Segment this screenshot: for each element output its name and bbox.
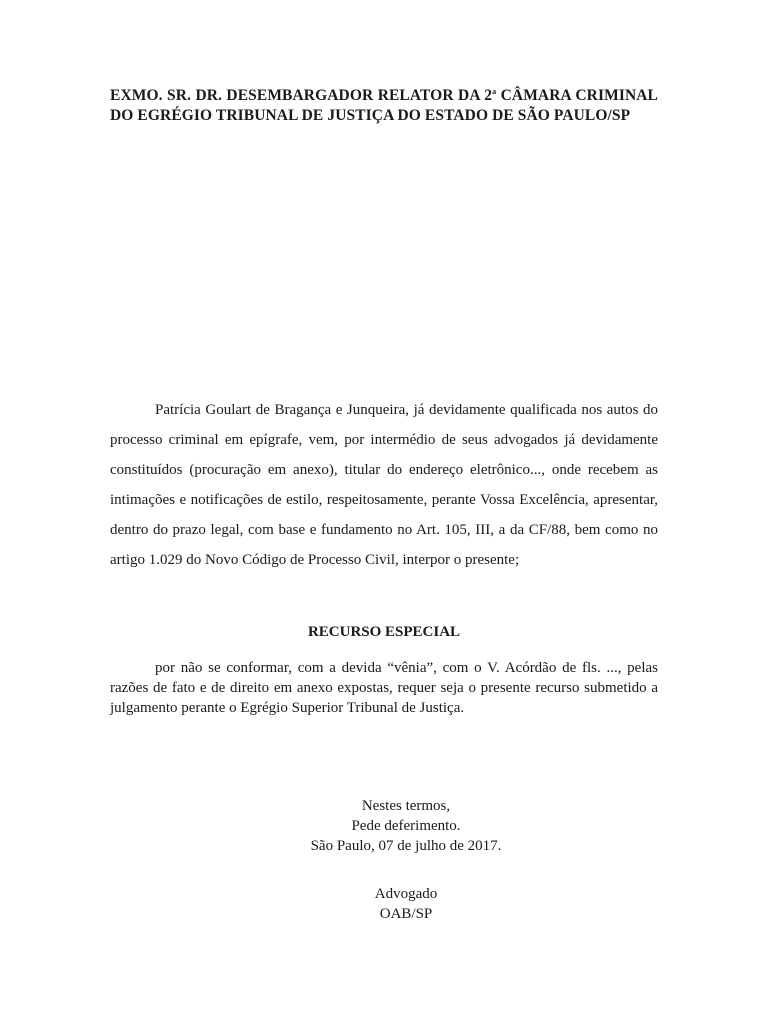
heading-ordinal-superscript: a bbox=[492, 86, 497, 96]
recurso-title: RECURSO ESPECIAL bbox=[307, 624, 461, 640]
closing-line-terms: Nestes termos, bbox=[361, 798, 451, 814]
closing-block bbox=[110, 796, 702, 856]
signature-oab: OAB/SP bbox=[379, 906, 433, 922]
signature-block bbox=[110, 884, 702, 924]
closing-line-request: Pede deferimento. bbox=[351, 818, 461, 834]
heading-prefix: EXMO. SR. DR. DESEMBARGADOR RELATOR DA 2 bbox=[110, 87, 493, 104]
closing-line-place-date: São Paulo, 07 de julho de 2017. bbox=[310, 838, 502, 854]
body-paragraph: por não se conformar, com a devida “vênia”, com o V. Acórdão de fls. ..., pelas razões de fato e de direito em anexo expostas, requer seja o presente recurso submetido a julgamento perante o Egrégio Superior Tribunal de Justiça. bbox=[110, 660, 658, 716]
addressee-heading bbox=[110, 86, 658, 126]
heading-suffix: CÂMARA CRIMINAL DO EGRÉGIO TRIBUNAL DE JUSTIÇA DO ESTADO DE SÃO PAULO/SP bbox=[110, 87, 658, 124]
intro-paragraph: Patrícia Goulart de Bragança e Junqueira, já devidamente qualificada nos autos do processo criminal em epígrafe, vem, por intermédio de seus advogados já devidamente constituídos (procuração em anexo), titular do endereço eletrônico..., onde recebem as intimações e notificações de estilo, respeitosamente, perante Vossa Excelência, apresentar, dentro do prazo legal, com base e fundamento no Art. 105, III, a da CF/88, bem como no artigo 1.029 do Novo Código de Processo Civil, interpor o presente; bbox=[110, 402, 658, 568]
signature-role: Advogado bbox=[374, 886, 438, 902]
